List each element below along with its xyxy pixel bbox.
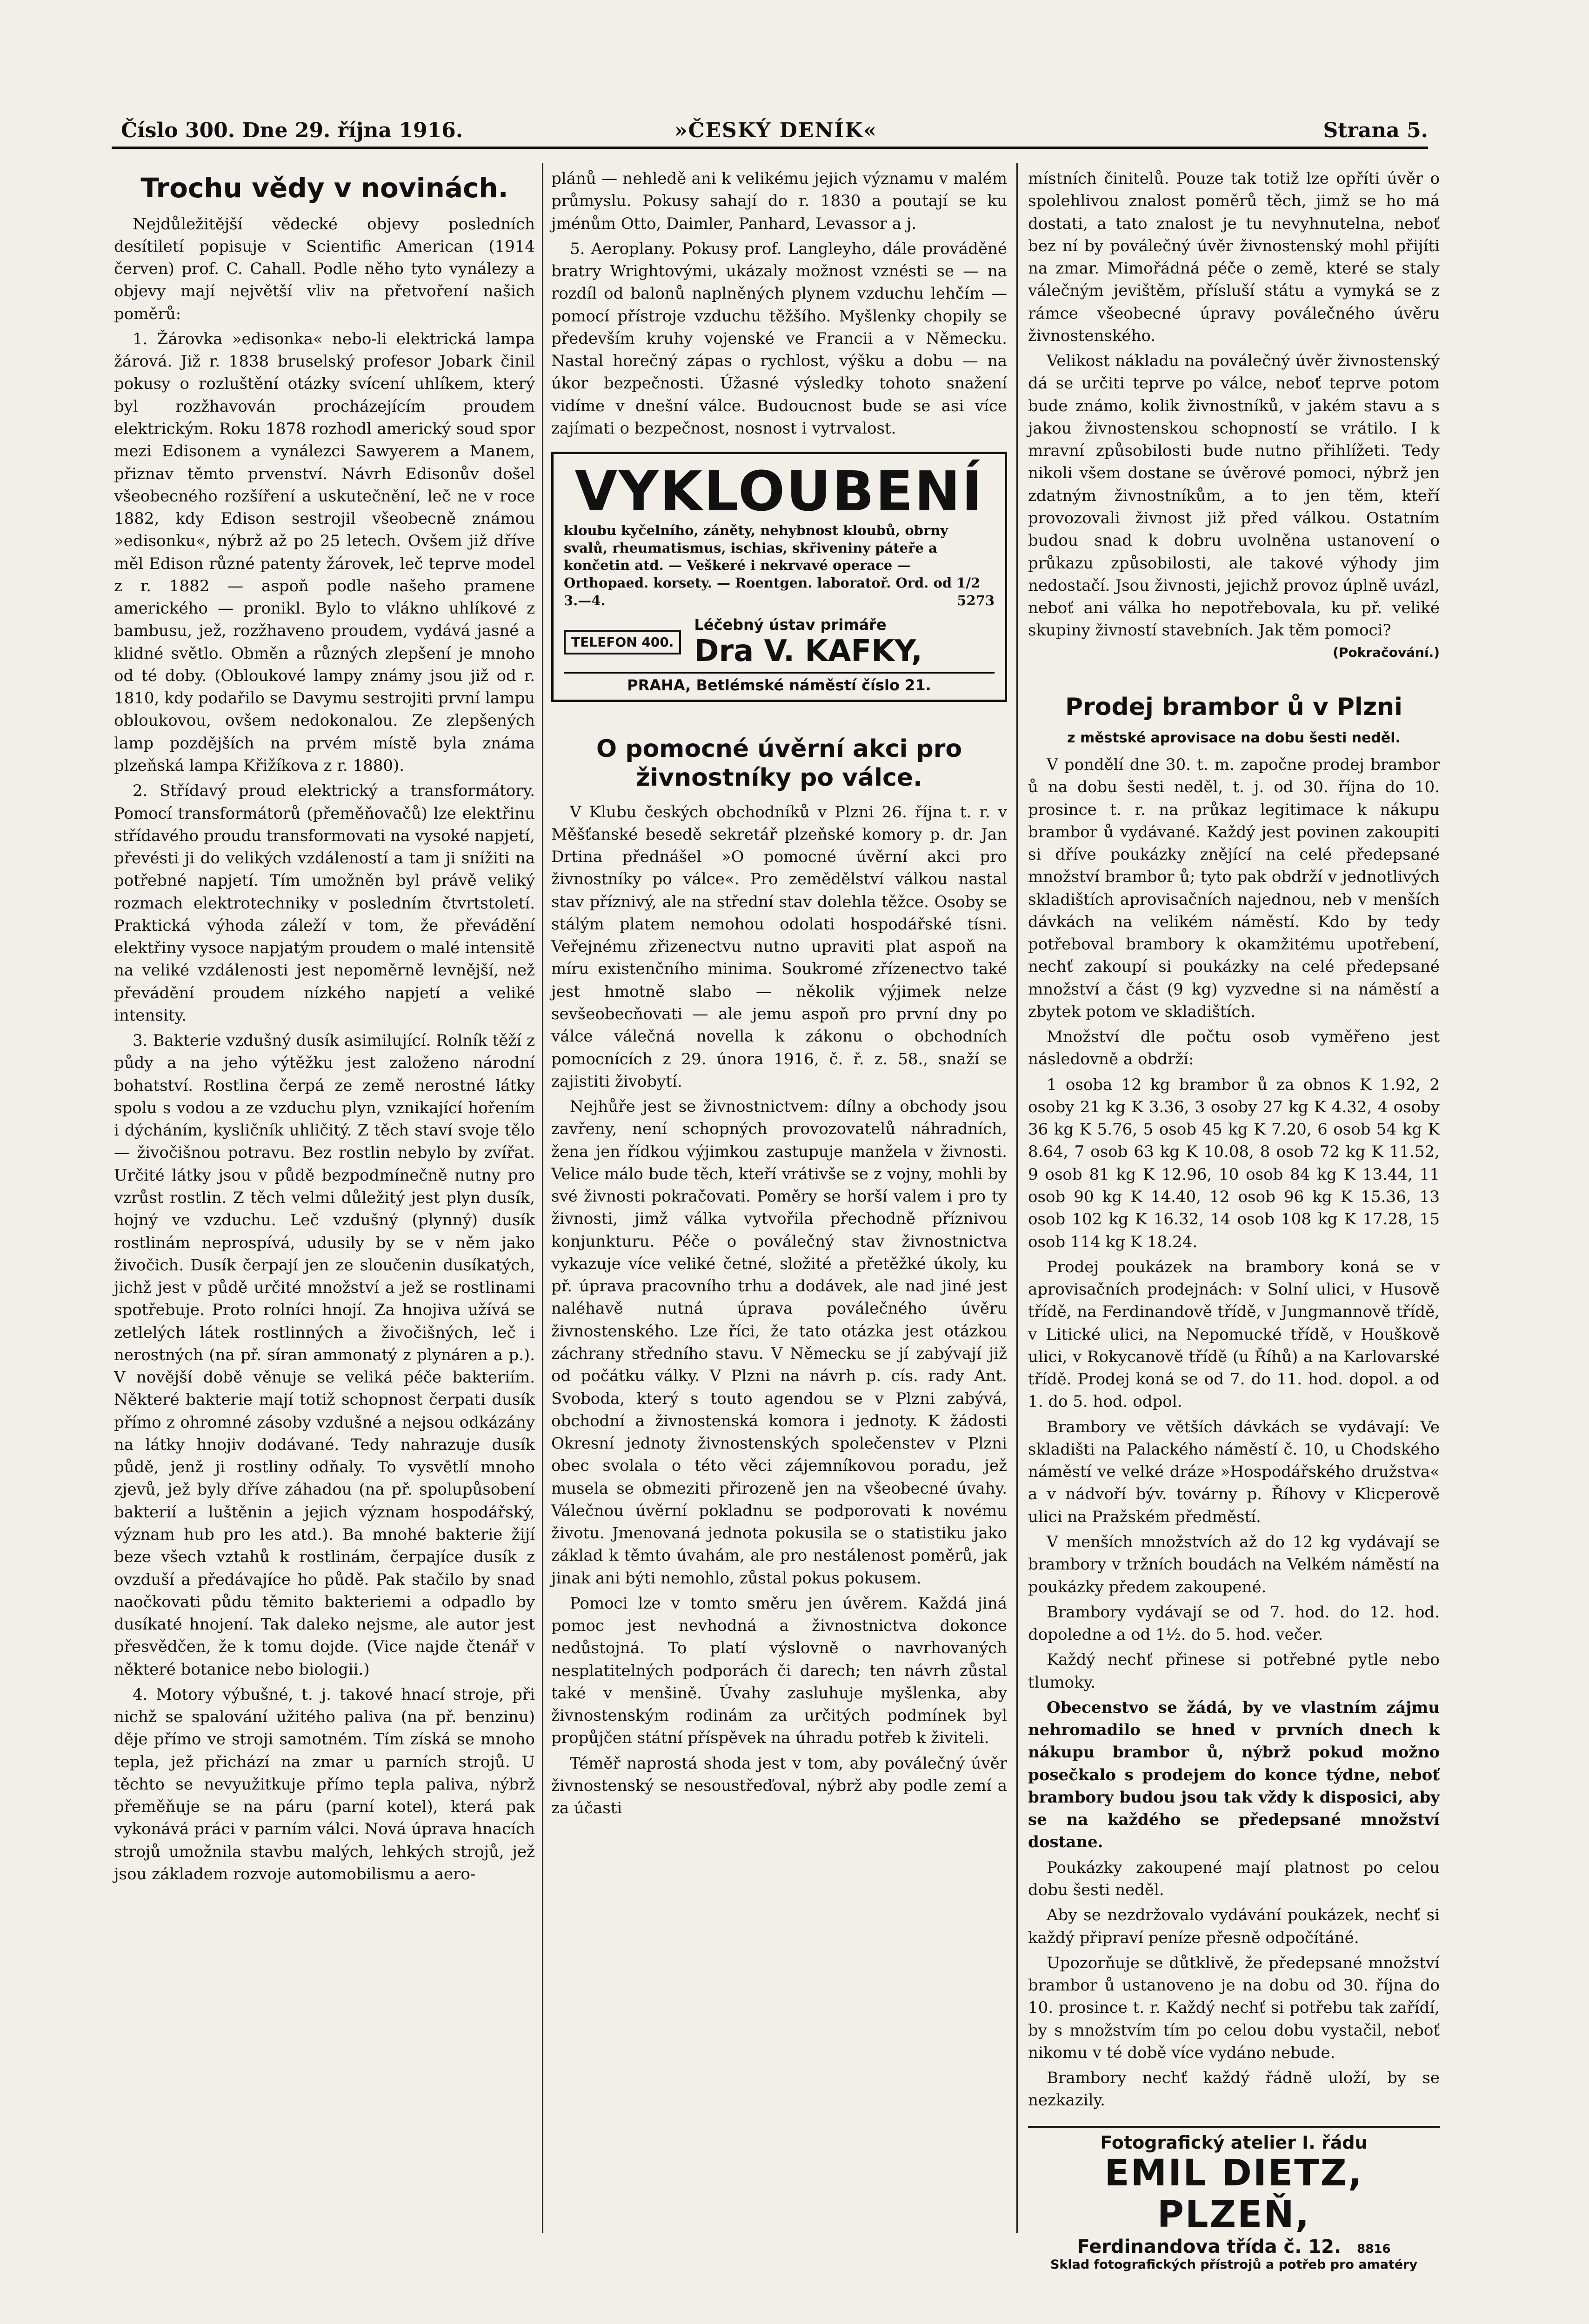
paragraph: Poukázky zakoupené mají platnost po celou dobu šesti neděl.	[1028, 1858, 1440, 1899]
paragraph: Brambory vydávají se od 7. hod. do 12. hod. dopoledne a od 1½. do 5. hod. večer.	[1028, 1603, 1440, 1644]
ad-line: Fotografický atelier I. řádu	[1028, 2126, 1440, 2153]
paragraph: Velikost nákladu na poválečný úvěr živnostenský dá se určiti teprve po válce, neboť teprve potom bude známo, kolik živnostníků, v jakém stavu a s jakou živnostenskou schopností se vrátilo. I k mravní způsobilosti bude nutno přihlížeti. Tedy nikoli všem dostane se úvěrové pomoci, nýbrž jen zdatným živnostníkům, a to jen těm, kteří provozovali živnost již před válkou. Ostatním budou snad k dobru uvolněna ustanovení o průkazu způsobilosti, ale takové výhody jim nedostačí. Jsou živnosti, jejichž provoz úplně uvázl, neboť ani válka ho nepotřebovala, ku př. veliké skupiny živností stavebních. Jak těm pomoci?	[1028, 352, 1440, 640]
column-divider	[1016, 163, 1018, 2233]
paragraph: Množství dle počtu osob vyměřeno jest následovně a obdrží:	[1028, 1028, 1440, 1069]
ad-title: VYKLOUBENÍ	[574, 459, 984, 524]
article-title: Prodej brambor ů v Plzni	[1065, 693, 1402, 721]
article-title: Trochu vědy v novinách.	[140, 172, 508, 204]
paragraph: Nejhůře jest se živnostnictvem: dílny a obchody jsou zavřeny, není schopných provozovatelů náhradních, žena jen řídkou výjimkou zastupuje manžela v živnosti. Velice málo bude těch, kteří vrátivše se z vojny, mohli by své živnosti pokračovati. Poměry se horší valem i pro ty živnosti, jimž válka vytvořila přechodně příznivou konjunkturu. Péče o poválečný stav živnostnictva vykazuje více veliké četné, složité a přetěžké úkoly, ku př. úprava pracovního trhu a dodávek, ale nad jiné jest naléhavě nutná úprava poválečného úvěru živnostenského. Lze říci, že tato otázka jest otázkou záchrany středního stavu. V Německu se jí zabývají již od počátku války. V Plzni na návrh p. cís. rady Ant. Svoboda, který s touto agendou se v Plzni zabývá, obchodní a živnostenská komora i jednoty. K žádosti Okresní jednoty živnostenských společenstev v Plzni obec svolala o této věci zájemníkovou poradu, jež musela se obmeziti přirozeně jen na všeobecné úvahy. Válečnou úvěrní pokladnu se podporovati k novému životu. Jmenovaná jednota pokusila se o statistiku jako základ k těmto úvahám, ale pro nestálenost poměrů, jak jinak ani býti nemohlo, zůstal pokus pokusem.	[551, 1097, 1007, 1588]
paragraph: Obecenstvo se žádá, by ve vlastním zájmu nehromadilo se hned v prvních dnech k nákupu brambor ů, nýbrž pokud možno posečkalo s prodejem do konce týdne, neboť brambory budou jsou tak vždy k disposici, aby se na každého se předepsané množství dostane.	[1028, 1698, 1440, 1852]
ad-institute: Léčebný ústav primáře	[694, 616, 887, 634]
paragraph: 5. Aeroplany. Pokusy prof. Langleyho, dále prováděné bratry Wrightovými, ukázaly možnost vznésti se — na rozdíl od balonů naplněných plynem vzduchu lehčím — pomocí přístroje vzduchu těžšího. Myšlenky chopily se především kruhy vojenské ve Francii a v Německu. Nastal horečný zápas o rychlost, výšku a dobu — na úkor bezpečnosti. Úžasné výsledky tohoto snažení vidíme v dnešní válce. Budoucnost bude se asi více zajímati o bezpečnost, nosnost i vytrvalost.	[551, 239, 1007, 438]
paragraph: místních činitelů. Pouze tak totiž lze opříti úvěr o spolehlivou znalost poměrů těch, jimž se ho má dostati, a tato znalost je tu nevyhnutelna, neboť bez ní by poválečný úvěr živnostenský mohl přijíti na zmar. Mimořádná péče o země, které se staly válečným jevištěm, přísluší státu a vymyká se z rámce všeobecné úpravy poválečného úvěru živnostenského.	[1028, 169, 1440, 345]
ad-number: 8816	[1357, 2242, 1391, 2257]
column-3	[1028, 167, 1440, 2272]
article-title: O pomocné úvěrní akci pro živnostníky po válce.	[596, 735, 962, 792]
article-subtitle: z městské aprovisace na dobu šesti neděl.	[1067, 729, 1401, 746]
paragraph: 4. Motory výbušné, t. j. takové hnací stroje, při nichž se spalování užitého paliva (na př. benzinu) děje přímo ve stroji samotném. Tím získá se mnoho tepla, jež přichází na zmar u parních strojů. U těchto se nevyužitkuje přímo tepla paliva, nýbrž přeměňuje se na páru (parní kotel), která pak vykonává práci v parním válci. Nová úprava hnacích strojů umožnila stavbu malých, lehkých strojů, jež jsou základem rozvoje automobilismu a aero-	[114, 1685, 535, 1883]
paragraph: Pomoci lze v tomto směru jen úvěrem. Každá jiná pomoc jest nevhodná a živnostnictva dokonce nedůstojná. To platí výslovně o navrhovaných nesplatitelných podporách či darech; ten návrh zůstal také v menšině. Úvahy zasluhuje myšlenka, aby živnostenským rodinám za určitých podmínek byl propůjčen státní příspěvek na úhradu potřeb k živiteli.	[551, 1594, 1007, 1748]
ad-doctor: Dra V. KAFKY,	[694, 634, 922, 668]
paragraph: V pondělí dne 30. t. m. započne prodej brambor ů na dobu šesti neděl, t. j. od 30. října do 10. prosince t. r. na průkaz legitimace k nákupu brambor ů vydávané. Každý jest povinen zakoupiti si dříve poukázky znějící na celé předepsané množství brambor ů; tyto pak obdrží v jednotlivých skladištích aprovisačních najednou, neb v menších dávkách na velikém náměstí. Kdo by tedy potřeboval brambory k okamžitému upotřebení, nechť zakoupí si poukázky na celé předepsané množství a část (9 kg) vyzvedne si na náměstí a zbytek potom ve skladištích.	[1028, 755, 1440, 1021]
ad-name: EMIL DIETZ, PLZEŇ,	[1104, 2152, 1363, 2236]
advertisement-photo-studio	[1028, 2126, 1440, 2272]
column-1	[114, 167, 535, 2228]
paragraph: Nejdůležitější vědecké objevy posledních desítiletí popisuje v Scientific American (1914 červen) prof. C. Cahall. Podle něho tyto vynálezy a objevy mají největší vliv na přetvoření našich poměrů:	[114, 214, 535, 323]
paragraph: Každý nechť přinese si potřebné pytle nebo tlumoky.	[1028, 1650, 1440, 1692]
paragraph: 3. Bakterie vzdušný dusík asimilující. Rolník těží z půdy a na jeho výtěžku jest založeno národní bohatství. Rostlina čerpá ze země nerostné látky spolu s vodou a ze vzduchu plyn, vznikající hořením i dýcháním, kysličník uhličitý. Z těch staví svoje tělo — živočišnou potravu. Bez rostlin nebylo by zvířat. Určité látky jsou v půdě bezpodmínečně nutny pro vzrůst rostlin. Z těch velmi důležitý jest plyn dusík, hojný ve vzduchu. Leč vzdušný (plynný) dusík rostlinám neprospívá, udusily by se v něm jako živočich. Dusík čerpají jen ze sloučenin dusíkatých, jichž jest v půdě určité množství a jež se rostlinami spotřebuje. Proto rolníci hnojí. Za hnojiva užívá se zetlelých látek rostlinných a živočišných, leč i nerostných (na př. síran ammonatý z plynáren a p.). V novější době věnuje se veliká péče bakteriím. Některé bakterie mají totiž schopnost čerpati dusík přímo z ohromné zásoby vzdušné a nejsou odkázány na látky hnojiv dodávané. Tedy nahrazuje dusík půdě, jenž ji rostliny odňaly. To vysvětlí mnoho zjevů, jež byly dříve záhadou (na př. spolupůsobení bakterií a luštěnin a jejich význam hospodářský, význam hub pro les atd.). Ba mnohé bakterie žijí beze všech vztahů k rostlinám, čerpajíce dusík z ovzduší a předávajíce ho půdě. Pak stačilo by snad naočkovati půdu těmito bakteriemi a odpadlo by dusíkaté hnojení. Tak daleko nejsme, ale autor jest přesvědčen, že k tomu dojde. (Vice najde čtenář v některé botanice nebo biologii.)	[114, 1031, 535, 1679]
paragraph: plánů — nehledě ani k velikému jejich významu v malém průmyslu. Pokusy sahají do r. 1830 a poutají se ku jménům Otto, Daimler, Panhard, Levassor a j.	[551, 169, 1007, 233]
paragraph: Téměř naprostá shoda jest v tom, aby poválečný úvěr živnostenský se nesoustřeďoval, nýbrž aby podle zemí a za účasti	[551, 1754, 1007, 1818]
paragraph: Aby se nezdržovalo vydávání poukázek, nechť si každý připraví peníze přesně odpočítáné.	[1028, 1906, 1440, 1947]
ad-line: Sklad fotografických přístrojů a potřeb pro amatéry	[1050, 2257, 1418, 2272]
paragraph: Prodej poukázek na brambory koná se v aprovisačních prodejnách: v Solní ulici, v Husově třídě, na Ferdinandově třídě, v Jungmannově třídě, v Litické ulici, na Nepomucké třídě, v Houškově ulici, v Rokycanově třídě (u Říhů) a na Karlovarské třídě. Prodej koná se od 7. do 11. hod. dopol. a od 1. do 5. hod. odpol.	[1028, 1257, 1440, 1411]
header-rule	[112, 147, 1428, 149]
newspaper-name: »ČESKÝ DENÍK«	[674, 119, 877, 142]
ad-address: PRAHA, Betlémské náměstí číslo 21.	[564, 672, 995, 694]
paragraph: 2. Střídavý proud elektrický a transformátory. Pomocí transformátorů (přeměňovačů) lze elektřinu střídavého proudu transformovati na vysoké napjetí, převésti ji do velikých vzdáleností a tam ji snížiti na potřebné napjetí. Tím umožněn byl právě veliký rozmach elektrotechniky v posledním čtvrtstoletí. Praktická výhoda záleží v tom, že převádění elektřiny vysoce napjatým proudem o malé intensitě na veliké vzdálenosti jest nepoměrně levnější, než převádění proudem nízkého napjetí a veliké intensity.	[114, 781, 535, 1025]
ad-body: kloubu kyčelního, záněty, nehybnost kloubů, obrny svalů, rheumatismus, ischias, skřiveniny páteře a končetin atd. — Veškeré i nekrvavé operace — Orthopaed. korsety. — Roentgen. laboratoř. Ord. od 1/2 3.—4.	[564, 522, 981, 608]
ad-street: Ferdinandova třída č. 12.	[1077, 2236, 1342, 2258]
continued-note: (Pokračování.)	[1333, 644, 1440, 660]
page-number: Strana 5.	[1323, 119, 1428, 142]
advertisement-clinic	[551, 452, 1007, 702]
paragraph: Brambory ve větších dávkách se vydávají: Ve skladišti na Palackého náměstí č. 10, u Chodského náměstí ve velké dráze »Hospodářského družstva« a v nádvoří býv. továrny p. Říhovy v Klicperově ulici na Pražském předměstí.	[1028, 1417, 1440, 1526]
paragraph: Upozorňuje se důtklivě, že předepsané množství brambor ů ustanoveno je na dobu od 30. října do 10. prosince t. r. Každý nechť si potřebu tak zařídí, by s množstvím tím po celou dobu vystačil, neboť nikomu v té době více vydáno nebude.	[1028, 1953, 1440, 2062]
issue-date: Číslo 300. Dne 29. října 1916.	[121, 119, 463, 142]
column-2	[551, 167, 1007, 2228]
page-header	[112, 119, 1428, 151]
paragraph: 1. Žárovka »edisonka« nebo-li elektrická lampa žárová. Již r. 1838 bruselský profesor Jobark činil pokusy o rozluštění otázky svícení uhlíkem, který byl rozžhavován procházejícím proudem elektrickým. Roku 1878 rozhodl americký soud spor mezi Edisonem a vynálezci Sawyerem a Manem, přiznav těmto prvenství. Návrh Edisonův došel všeobecného rozšíření a uskutečnění, leč ne v roce 1882, kdy Edison sestrojil všeobecně známou »edisonku«, nýbrž až po 25 letech. Ovšem již dříve měl Edison různé patenty žárovek, leč teprve model z r. 1882 — aspoň podle našeho pramene amerického — pronikl. Bylo to vlákno uhlíkové z bambusu, jež, rozžhaveno proudem, vydává jasné a klidné světlo. Obměn a různých zlepšení je mnoho od té doby. (Obloukové lampy známy jsou již od r. 1810, kdy podařilo se Davymu sestrojiti první lampu obloukovou, ovšem nedokonalou. Ze zlepšených lamp pozdějších na prvém místě byla známa plzeňská lampa Křižíkova z r. 1880).	[114, 329, 535, 775]
paragraph: Brambory nechť každý řádně uloží, by se nezkazily.	[1028, 2069, 1440, 2110]
column-divider	[542, 163, 543, 2233]
paragraph: V Klubu českých obchodníků v Plzni 26. října t. r. v Měšťanské besedě sekretář plzeňské komory p. dr. Jan Drtina přednášel »O pomocné úvěrní akci pro živnostníky po válce«. Pro zemědělství válkou nastal stav příznivý, ale na střední stav dolehla těžce. Osoby se stálým platem nemohou odolati hospodářské tísni. Veřejnému zřizenectvu nutno upraviti plat aspoň na míru existenčního minima. Soukromé zřízenectvo také jest hmotně slabo — několik výjimek nelze sevšeobecňovati — ale jemu aspoň pro první dny po válce válečná novella k zákonu o obchodních pomocnících z 29. února 1916, č. ř. z. 58., snaží se zajistiti živobytí.	[551, 802, 1007, 1091]
paragraph: 1 osoba 12 kg brambor ů za obnos K 1.92, 2 osoby 21 kg K 3.36, 3 osoby 27 kg K 4.32, 4 osoby 36 kg K 5.76, 5 osob 45 kg K 7.20, 6 osob 54 kg K 8.64, 7 osob 63 kg K 10.08, 8 osob 72 kg K 11.52, 9 osob 81 kg K 12.96, 10 osob 84 kg K 13.44, 11 osob 90 kg K 14.40, 12 osob 96 kg K 15.36, 13 osob 102 kg K 16.32, 14 osob 108 kg K 17.28, 15 osob 114 kg K 18.24.	[1028, 1075, 1440, 1251]
ad-number: 5273	[957, 592, 995, 608]
ad-phone: TELEFON 400.	[564, 630, 681, 654]
paragraph: V menších množstvích až do 12 kg vydávají se brambory v tržních boudách na Velkém náměstí na poukázky předem zakoupené.	[1028, 1533, 1440, 1596]
